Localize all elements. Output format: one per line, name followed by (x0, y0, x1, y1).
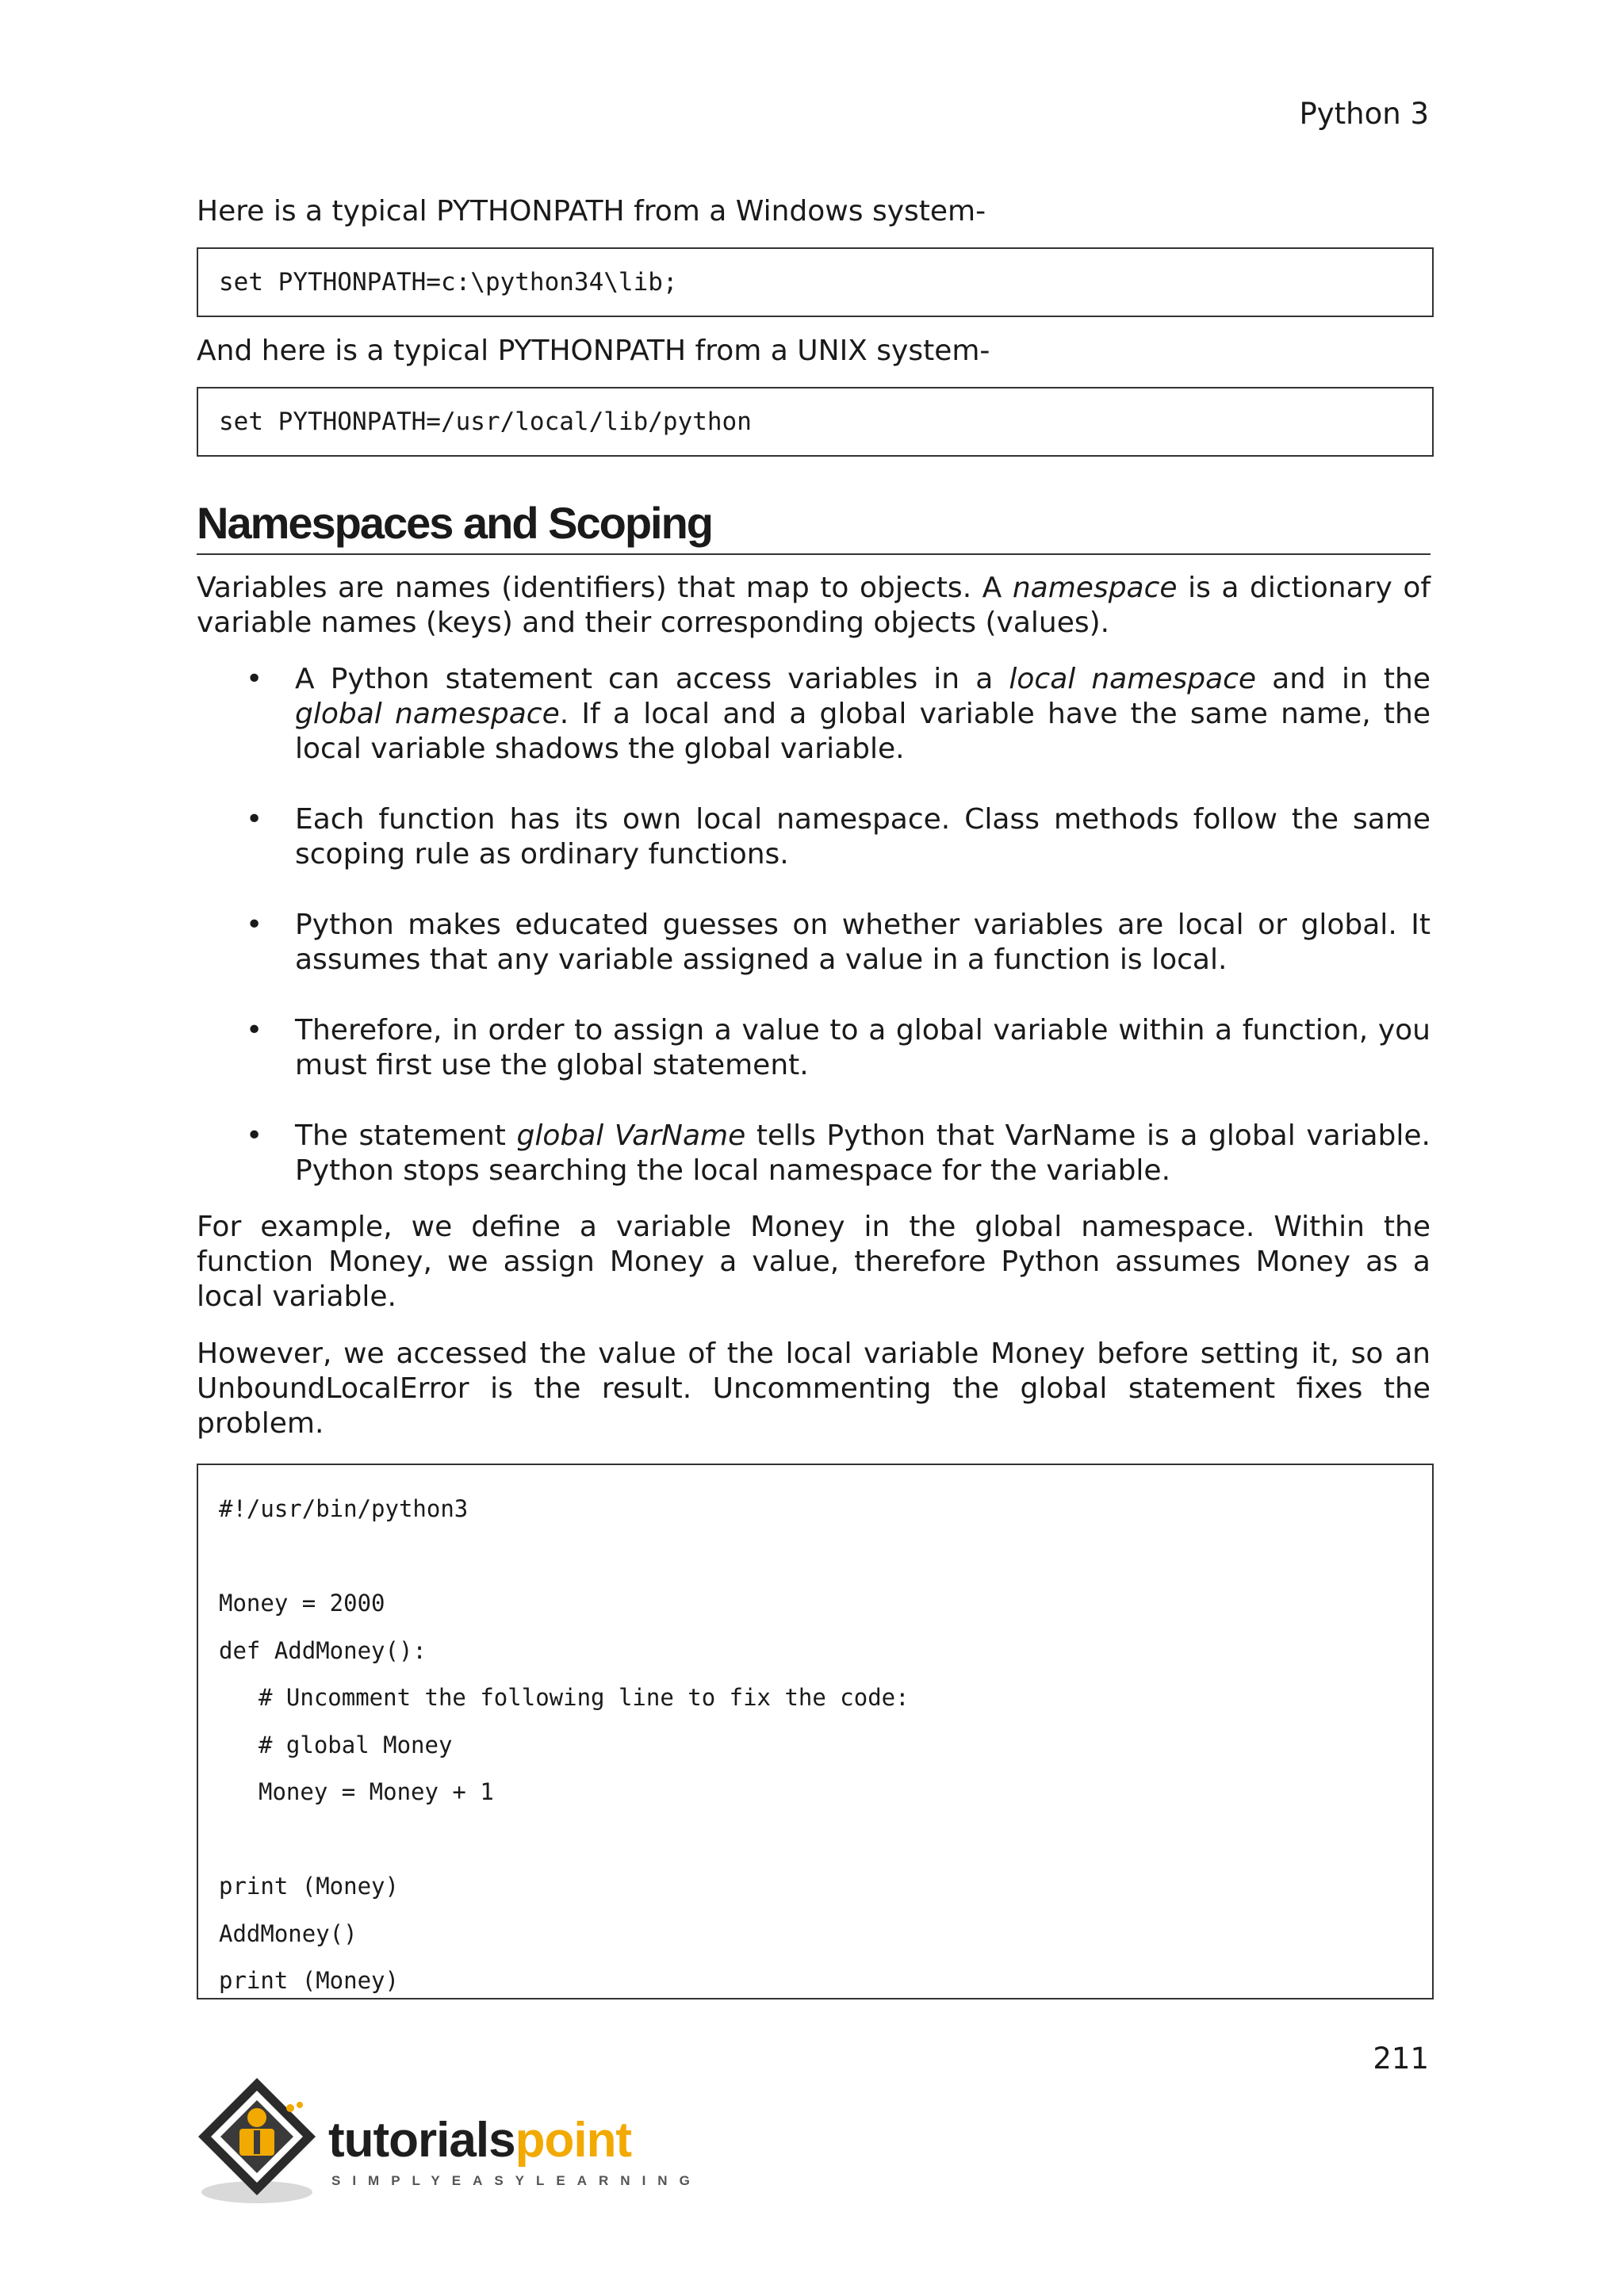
paragraph-namespace-a: Variables are names (identifiers) that map to objects. A (197, 572, 1013, 604)
logo-tagline: SIMPLYEASYLEARNING (331, 2173, 702, 2188)
code-line-blank (219, 1533, 1411, 1581)
code-line: print (Money) (219, 1873, 399, 1900)
page-header: Python 3 (1299, 97, 1429, 131)
code-line: # Uncomment the following line to fix the code: (259, 1684, 910, 1711)
paragraph-example: For example, we define a variable Money in the global namespace. Within the function Money, we assign Money a value, therefore Python assumes Money as a local variable. (197, 1211, 1431, 1313)
bullet-em: local namespace (1009, 663, 1257, 695)
bullet-text: . If a local and a global variable have the same name, the local variable shadows the global variable. (295, 698, 1431, 765)
logo-wordmark (328, 2113, 632, 2168)
paragraph-namespace-em: namespace (1012, 572, 1178, 604)
code-windows: set PYTHONPATH=c:\python34\lib; (219, 268, 678, 297)
code-line: # global Money (259, 1731, 453, 1758)
code-line: Money = Money + 1 (259, 1778, 494, 1805)
code-line: print (Money) (219, 1967, 399, 1994)
bullet-em: global namespace (295, 698, 560, 730)
bullet-text: The statement (295, 1119, 517, 1152)
list-item: • Therefore, in order to assign a value to a global variable within a function, you must first use the global statement. (197, 1013, 1431, 1083)
intro-unix: And here is a typical PYTHONPATH from a UNIX system- (197, 335, 990, 367)
logo-word-a: tutorials (328, 2113, 515, 2168)
list-item: • Each function has its own local namespace. Class methods follow the same scoping rule as ordinary functions. (197, 802, 1431, 872)
paragraph-unbound: However, we accessed the value of the local variable Money before setting it, so an UnboundLocalError is the result. Uncommenting the global statement fixes the problem. (197, 1337, 1431, 1440)
code-line: AddMoney() (219, 1919, 358, 1947)
code-line: def AddMoney(): (219, 1636, 427, 1664)
intro-windows: Here is a typical PYTHONPATH from a Windows system- (197, 195, 986, 228)
page-content (197, 194, 1431, 1999)
logo-word-b: point (515, 2113, 632, 2168)
page-number: 211 (1373, 2042, 1429, 2076)
code-line: Money = 2000 (219, 1590, 385, 1617)
bullet-em: global VarName (516, 1119, 746, 1152)
section-title: Namespaces and Scoping (197, 498, 1431, 555)
bullet-text: and in the (1256, 663, 1431, 695)
logo-diamond-icon (195, 2073, 330, 2208)
list-item (197, 662, 1431, 767)
code-line-blank (219, 1816, 1411, 1864)
list-item (197, 1119, 1431, 1188)
bullet-list (197, 662, 1431, 1188)
code-box-unix (197, 387, 1434, 457)
code-line: #!/usr/bin/python3 (219, 1495, 469, 1522)
list-item: • Python makes educated guesses on whether variables are local or global. It assumes that any variable assigned a value in a function is local. (197, 908, 1431, 978)
paragraph-namespace-b: is a dictionary of variable names (keys) and their corresponding objects (values). (197, 572, 1431, 639)
bullet-text: tells Python that VarName is a global variable. Python stops searching the local namespace for the variable. (295, 1119, 1431, 1187)
code-unix: set PYTHONPATH=/usr/local/lib/python (219, 408, 752, 436)
bullet-text: A Python statement can access variables in a (295, 663, 1009, 695)
code-box-windows (197, 247, 1434, 317)
paragraph-namespace (197, 571, 1431, 641)
tutorialspoint-logo (195, 2073, 702, 2208)
code-box-example (197, 1464, 1434, 1999)
